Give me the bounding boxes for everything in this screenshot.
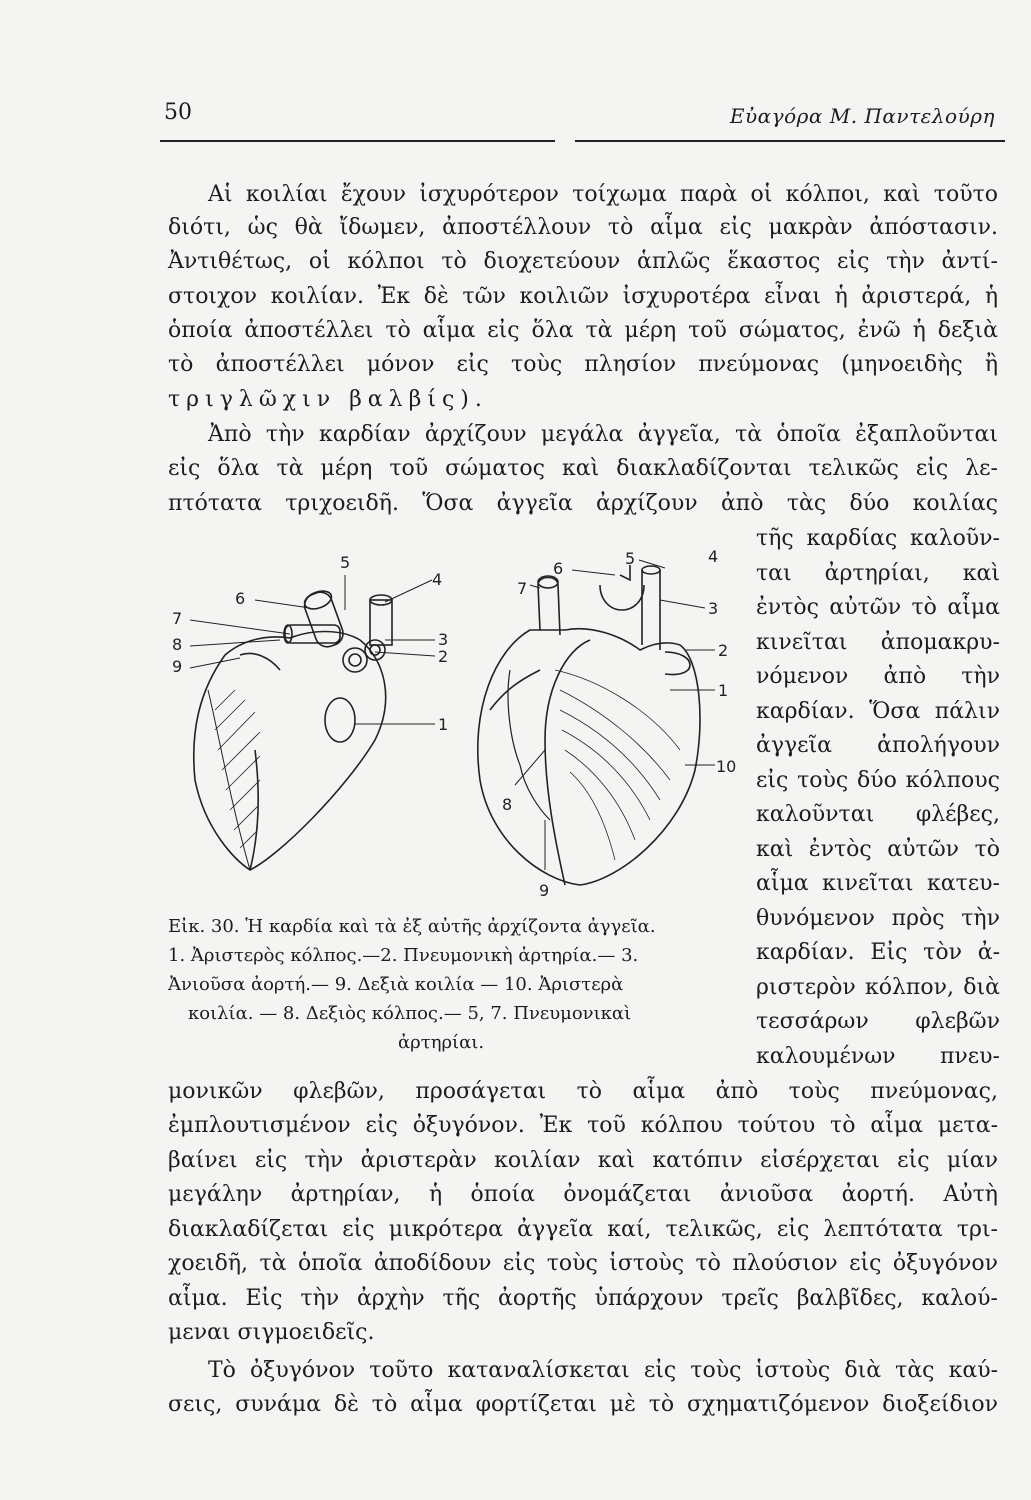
fig-label: 2 [438,647,449,666]
text-line: Ἀπὸ τὴν καρδίαν ἀρχίζουν μεγάλα ἀγγεῖα, τὰ ὁποῖα ἐξαπλοῦνται [208,422,998,447]
text-line: τὸ ἀποστέλλει μόνον εἰς τοὺς πλησίον πνεύμονας (μηνοειδὴς ἢ [168,352,998,377]
fig-label: 10 [716,757,737,776]
text-line: εἰς ὅλα τὰ μέρη τοῦ σώματος καὶ διακλαδίζονται τελικῶς εἰς λε- [168,456,998,481]
fig-label: 5 [340,553,351,572]
fig-label: 8 [502,795,513,814]
figure-caption-line: 1. Ἀριστερὸς κόλπος.—2. Πνευμονικὴ ἀρτηρία.— 3. [168,945,639,966]
figure-caption-line: κοιλία. — 8. Δεξιὸς κόλπος.— 5, 7. Πνευμονικαὶ [188,1003,632,1024]
side-text-line: καλουμένων πνευ- [756,1044,1000,1069]
fig-label: 1 [438,715,449,734]
side-text-line: καρδίαν. Ὅσα πάλιν [756,699,1000,724]
running-header-author: Εὐαγόρα Μ. Παντελούρη [729,104,995,128]
figure-caption-line: ἀρτηρίαι. [398,1032,485,1053]
text-line: Τὸ ὀξυγόνον τοῦτο καταναλίσκεται εἰς τοὺς ἱστοὺς διὰ τὰς καύ- [208,1358,998,1383]
text-line: διότι, ὡς θὰ ἴδωμεν, ἀποστέλλουν τὸ αἷμα εἰς μακρὰν ἀπόστασιν. [168,215,998,240]
side-text-line: κινεῖται ἀπομακρυ- [756,630,1000,655]
heart-illustration [160,540,750,910]
side-text-line: τεσσάρων φλεβῶν [756,1009,1000,1034]
heart-figure [160,540,750,910]
fig-label: 7 [172,609,183,628]
text-line: πτότατα τριχοειδῆ. Ὅσα ἀγγεῖα ἀρχίζουν ἀπὸ τὰς δύο κοιλίας [168,491,998,516]
header-rule-right [575,140,1005,142]
fig-label: 9 [539,881,550,900]
fig-label: 1 [718,681,729,700]
fig-label: 6 [553,559,564,578]
text-line: βαίνει εἰς τὴν ἀριστερὰν κοιλίαν καὶ κατόπιν εἰσέρχεται εἰς μίαν [168,1148,998,1173]
fig-label: 2 [718,641,729,660]
side-text-line: καὶ ἐντὸς αὐτῶν τὸ [756,837,1000,862]
side-text-line: εἰς τοὺς δύο κόλπους [756,768,1000,793]
text-line: ὁποία ἀποστέλλει τὸ αἷμα εἰς ὅλα τὰ μέρη τοῦ σώματος, ἐνῶ ἡ δεξιὰ [168,318,998,343]
fig-label: 9 [172,657,183,676]
text-line: χοειδῆ, τὰ ὁποῖα ἀποδίδουν εἰς τοὺς ἱστοὺς τὸ πλούσιον εἰς ὀξυγόνον [168,1251,998,1276]
fig-label: 5 [625,549,636,568]
fig-label: 8 [172,635,183,654]
text-line: μεναι σιγμοειδεῖς. [168,1320,375,1345]
figure-caption-line: Ἀνιοῦσα ἀορτή.— 9. Δεξιὰ κοιλία — 10. Ἀριστερὰ [168,974,624,995]
text-line: αἷμα. Εἰς τὴν ἀρχὴν τῆς ἀορτῆς ὑπάρχουν τρεῖς βαλβῖδες, καλού- [168,1286,998,1311]
fig-label: 6 [235,589,246,608]
side-text-line: ται ἀρτηρίαι, καὶ [756,561,1000,586]
text-line: ἐμπλουτισμένον εἰς ὀξυγόνον. Ἐκ τοῦ κόλπου τούτου τὸ αἷμα μετα- [168,1113,998,1138]
fig-label: 3 [438,630,449,649]
text-line: τριγλῶχιν βαλβίς). [168,387,488,412]
text-line: στοιχον κοιλίαν. Ἐκ δὲ τῶν κοιλιῶν ἰσχυροτέρα εἶναι ἡ ἀριστερά, ἡ [168,284,998,309]
text-line: σεις, συνάμα δὲ τὸ αἷμα φορτίζεται μὲ τὸ σχηματιζόμενον διοξείδιον [168,1392,998,1417]
header-rule-left [160,140,555,142]
side-text-line: ριστερὸν κόλπον, διὰ [756,975,1000,1000]
text-line: διακλαδίζεται εἰς μικρότερα ἀγγεῖα καί, τελικῶς, εἰς λεπτότατα τρι- [168,1217,998,1242]
fig-label: 4 [432,570,443,589]
side-text-line: θυνόμενον πρὸς τὴν [756,906,1000,931]
fig-label: 4 [708,547,719,566]
text-line: μεγάλην ἀρτηρίαν, ἡ ὁποία ὀνομάζεται ἀνιοῦσα ἀορτή. Αὐτὴ [168,1182,998,1207]
text-line: Ἀντιθέτως, οἱ κόλποι τὸ διοχετεύουν ἁπλῶς ἕκαστος εἰς τὴν ἀντί- [168,249,998,274]
side-text-line: ἀγγεῖα ἀπολήγουν [756,733,1000,758]
side-text-line: καλοῦνται φλέβες, [756,802,1000,827]
side-text-line: καρδίαν. Εἰς τὸν ἀ- [756,940,1000,965]
side-text-line: ἐντὸς αὐτῶν τὸ αἷμα [756,595,1000,620]
figure-caption-title: Εἰκ. 30. Ἡ καρδία καὶ τὰ ἐξ αὐτῆς ἀρχίζοντα ἀγγεῖα. [168,916,656,937]
page-number: 50 [164,100,192,125]
side-text-line: νόμενον ἀπὸ τὴν [756,664,1000,689]
text-line: μονικῶν φλεβῶν, προσάγεται τὸ αἷμα ἀπὸ τοὺς πνεύμονας, [168,1079,998,1104]
side-text-line: αἷμα κινεῖται κατευ- [756,871,1000,896]
fig-label: 7 [517,579,528,598]
text-line: Αἱ κοιλίαι ἔχουν ἰσχυρότερον τοίχωμα παρὰ οἱ κόλποι, καὶ τοῦτο [208,182,998,207]
fig-label: 3 [708,599,719,618]
side-text-line: τῆς καρδίας καλοῦν- [756,526,1000,551]
